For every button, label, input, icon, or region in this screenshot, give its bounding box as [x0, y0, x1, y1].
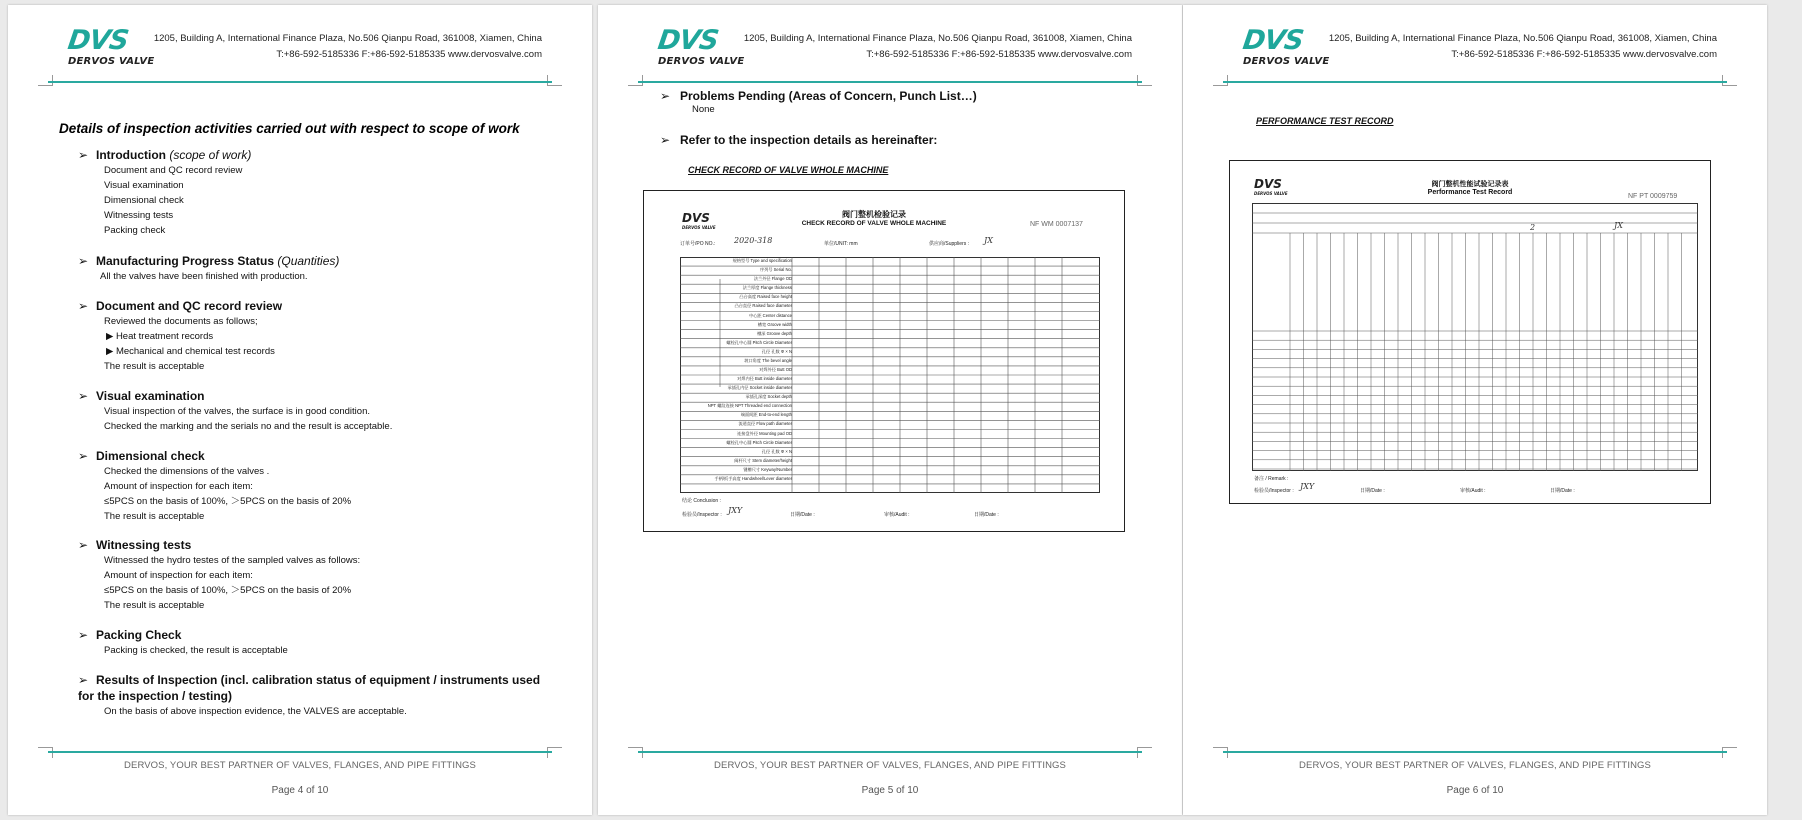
company-address: 1205, Building A, International Finance Plaza, No.506 Qianpu Road, 361008, Xiamen, China T:+86-592-5185336 F:+86-592-5185335 www.dervosvalve.com — [1328, 33, 1717, 60]
page-number: Page 5 of 10 — [861, 785, 919, 796]
scan-conclusion: 结论 Conclusion : — [682, 498, 721, 504]
header-divider — [1223, 81, 1727, 83]
scan-audit-label: 审核/Audit : — [884, 512, 910, 518]
footer-divider — [48, 751, 552, 753]
scan-row-label: 槽深 Groove depth — [757, 330, 792, 336]
problems-pending-value: None — [692, 104, 715, 115]
page-header — [65, 23, 542, 85]
scan-row-label: 端面间距 End-to-end length — [740, 412, 792, 418]
scan-serial-number: NF WM 0007137 — [1030, 221, 1083, 228]
scan-title: 阀门整机检验记录 CHECK RECORD OF VALVE WHOLE MACHINE — [801, 210, 947, 227]
record-title: CHECK RECORD OF VALVE WHOLE MACHINE — [688, 165, 889, 175]
footer-divider — [1223, 751, 1727, 753]
scan-row-label: 槽宽 Groove width — [757, 321, 792, 327]
scan-row-label: 法兰厚度 Flange thickness — [742, 285, 792, 291]
page-5 — [598, 5, 1182, 815]
scan-performance-grid — [1252, 203, 1698, 471]
section-results: ➢ Results of Inspection (incl. calibration status of equipment / instruments used for the inspection / testing) On the basis of above inspection evidence, the VALVES are acceptable. — [78, 673, 541, 717]
scan-supplier-label: 供应商/Suppliers : — [929, 241, 970, 247]
company-address: 1205, Building A, International Finance Plaza, No.506 Qianpu Road, 361008, Xiamen, China T:+86-592-5185336 F:+86-592-5185335 www.dervosvalve.com — [153, 33, 542, 60]
scan-row-label: 键槽尺寸 Keyway/Number — [743, 466, 792, 472]
scan-unit-label: 单位/UNIT: mm — [824, 241, 858, 247]
company-logo: DVS DERVOS VALVE — [655, 25, 745, 67]
scan-supplier-handwritten: JX — [1614, 221, 1623, 230]
scan-po-handwritten: 2020-318 — [734, 236, 773, 245]
section-packing-check: ➢ Packing Check Packing is checked, the result is acceptable — [78, 628, 288, 656]
page-header — [655, 23, 1132, 85]
page-number: Page 4 of 10 — [271, 785, 329, 796]
page-title: Details of inspection activities carried out with respect to scope of work — [59, 121, 520, 136]
scan-logo: DVS DERVOS VALVE — [682, 211, 716, 230]
scan-row-label: 承插孔深度 Socket depth — [745, 394, 792, 400]
footer-tagline: DERVOS, YOUR BEST PARTNER OF VALVES, FLANGES, AND PIPE FITTINGS — [124, 760, 476, 771]
scan-row-label: 凸台高度 Raised face height — [739, 294, 792, 300]
scan-row-label: 规格型号 Type and specification — [732, 258, 792, 263]
scan-inspector-label: 检验员/Inspector : — [1254, 488, 1294, 494]
scan-inspector-label: 检验员/Inspector : — [682, 512, 722, 518]
scan-qty-handwritten: 2 — [1530, 223, 1536, 232]
scan-inspector-signature: JXY — [728, 506, 743, 515]
scan-serial-number: NF PT 0009759 — [1628, 193, 1678, 200]
section-document-review: ➢ Document and QC record review Reviewed the documents as follows; ▶ Heat treatment records ▶ Mechanical and chemical test records The result is acceptable — [78, 299, 283, 372]
page-4 — [8, 5, 592, 815]
scan-row-label: 流道直径 Flow path diameter — [738, 421, 792, 427]
scan-row-label: 承插孔内径 Socket inside diameter — [727, 385, 792, 391]
scan-inspector-signature: JXY — [1300, 482, 1315, 491]
scan-logo: DVS DERVOS VALVE — [1254, 177, 1288, 196]
problems-pending-heading: ➢ Problems Pending (Areas of Concern, Punch List…) — [660, 89, 977, 103]
footer-divider — [638, 751, 1142, 753]
scan-row-label: 序列号 Serial No. — [759, 267, 792, 273]
scan-date2-label: 日期/Date : — [974, 512, 999, 518]
scan-row-label: 螺栓孔中心圆 Pitch Circle Diameter — [726, 339, 792, 345]
scanned-performance-record — [1229, 160, 1711, 504]
scan-row-label: NPT 螺纹连接 NPT Threaded end connection — [707, 403, 792, 409]
scan-po-label: 订单号/PO NO.: — [680, 241, 716, 247]
scan-row-label: 手柄/扳手高度 Handwheel/Lever diameter — [714, 475, 792, 481]
scan-row-label: 阀杆尺寸 Stem diameter/height — [734, 457, 792, 463]
footer-tagline: DERVOS, YOUR BEST PARTNER OF VALVES, FLANGES, AND PIPE FITTINGS — [714, 760, 1066, 771]
record-title: PERFORMANCE TEST RECORD — [1256, 116, 1394, 126]
scan-row-label: 法兰外径 Flange OD — [753, 276, 792, 282]
scan-row-label: 孔径 孔数 Φ × N — [761, 448, 792, 454]
header-divider — [638, 81, 1142, 83]
page-number: Page 6 of 10 — [1446, 785, 1504, 796]
section-manufacturing-progress: ➢ Manufacturing Progress Status (Quantities) All the valves have been finished with production. — [78, 254, 340, 282]
page-6 — [1183, 5, 1767, 815]
scan-date-label: 日期/Date : — [1360, 488, 1385, 494]
scanned-check-record — [643, 190, 1125, 532]
scan-row-label: 连接盘外径 Mounting pad OD — [737, 430, 792, 436]
company-address: 1205, Building A, International Finance Plaza, No.506 Qianpu Road, 361008, Xiamen, China T:+86-592-5185336 F:+86-592-5185335 www.dervosvalve.com — [743, 33, 1132, 60]
page-header — [1240, 23, 1717, 85]
scan-row-label: 孔径 孔数 Φ × N — [761, 348, 792, 354]
scan-audit-label: 审核/Audit : — [1460, 488, 1486, 494]
scan-supplier-handwritten: JX — [984, 236, 993, 245]
scan-row-label: 对焊内径 Butt inside diameter — [737, 376, 792, 381]
scan-date-label: 日期/Date : — [790, 512, 815, 518]
scan-remark: 备注 / Remark : — [1254, 476, 1289, 482]
section-dimensional-check: ➢ Dimensional check Checked the dimensions of the valves . Amount of inspection for each item: ≤5PCS on the basis of 100%, ＞5PCS on the basis of 20% The result is acceptable — [78, 449, 352, 522]
scan-date2-label: 日期/Date : — [1550, 488, 1575, 494]
refer-heading: ➢ Refer to the inspection details as hereinafter: — [660, 133, 938, 147]
header-divider — [48, 81, 552, 83]
scan-row-label: 中心距 Center distance — [748, 312, 792, 318]
company-logo: DVS DERVOS VALVE — [65, 25, 155, 67]
scan-row-label: 凸台直径 Raised face diameter — [734, 303, 792, 309]
scan-row-label: 坡口角度 The bevel angle — [744, 357, 792, 363]
scan-row-label: 对焊外径 Butt OD — [759, 366, 792, 372]
company-logo: DVS DERVOS VALVE — [1240, 25, 1330, 67]
scan-row-label: 螺栓孔中心圆 Pitch Circle Diameter — [726, 439, 792, 445]
section-introduction: ➢ Introduction (scope of work) Document and QC record review Visual examination Dimensional check Witnessing tests Packing check — [78, 148, 252, 236]
section-witnessing-tests: ➢ Witnessing tests Witnessed the hydro testes of the sampled valves as follows: Amount of inspection for each item: ≤5PCS on the basis of 100%, ＞5PCS on the basis of 20% The result is acceptable — [78, 538, 361, 611]
section-visual-examination: ➢ Visual examination Visual inspection of the valves, the surface is in good condition. Checked the marking and the serials no and the result is acceptable. — [78, 389, 393, 432]
footer-tagline: DERVOS, YOUR BEST PARTNER OF VALVES, FLANGES, AND PIPE FITTINGS — [1299, 760, 1651, 771]
scan-title: 阀门整机性能试验记录表 Performance Test Record — [1427, 181, 1513, 196]
